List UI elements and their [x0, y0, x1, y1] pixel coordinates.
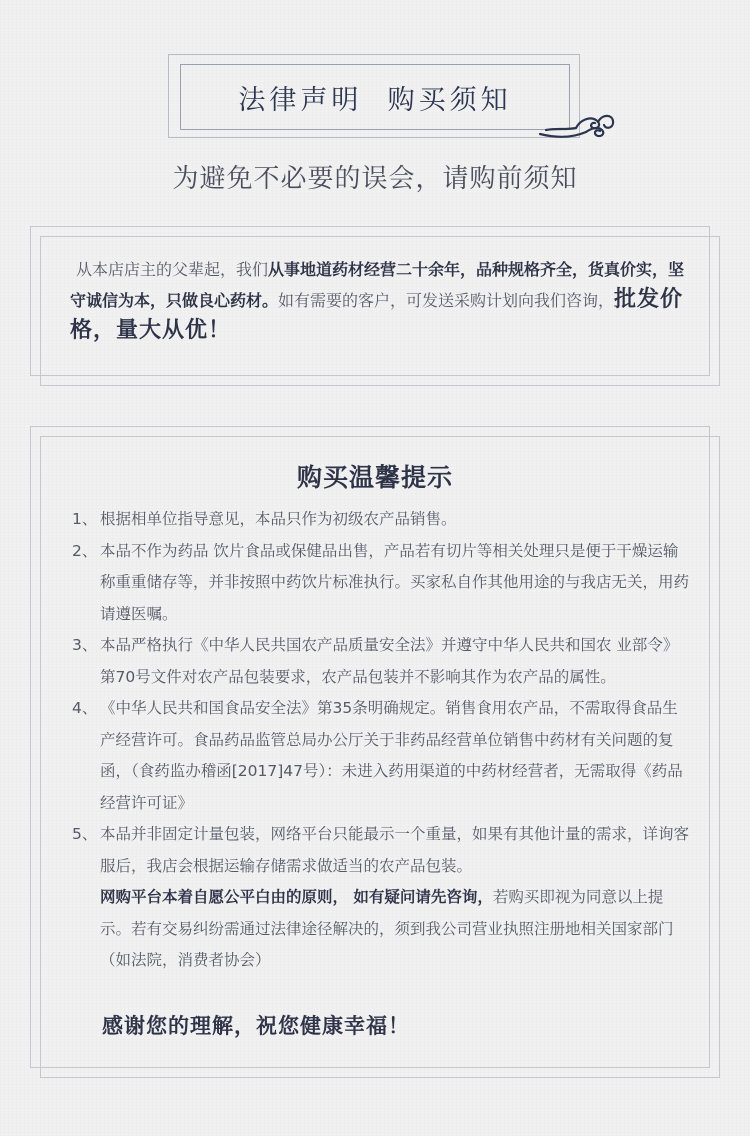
tip-number: 1、: [72, 510, 98, 528]
tip-text: 《中华人民共和国食品安全法》第35条明确规定。销售食用农产品，不需取得食品生产经营许可。食品药品监管总局办公厅关于非药品经营单位销售中药材有关问题的复函，（食药监办稽函[2017]47号）：未进入药用渠道的中药材经营者，无需取得《药品经营许可证》: [100, 699, 683, 812]
intro-highlight-text: 从事地道药材经营二十余年，品种规格齐全，货真价实，坚守诚信为本，只做良心药材。: [70, 260, 685, 310]
page-subtitle: 为避免不必要的误会，请购前须知: [172, 164, 578, 194]
tip-text: 本品不作为药品 饮片食品或保健品出售，产品若有切片等相关处理只是便于干燥运输称重重储存等，并非按照中药饮片标准执行。买家私自作其他用途的与我店无关，用药请遵医嘱。: [100, 541, 690, 623]
intro-lead-text: 从本店店主的父辈起，我们: [76, 260, 269, 279]
cloud-scroll-icon: [536, 108, 616, 142]
intro-contact-text: 如有需要的客户，可发送采购计划向我们咨询，: [278, 291, 615, 310]
thanks-text: 感谢您的理解，祝您健康幸福！: [102, 1014, 410, 1038]
intro-paragraph: [70, 255, 698, 347]
tip-notice-text: 若购买即视为同意以上提示。若有交易纠纷需通过法律途径解决的，须到我公司营业执照注册地相关国家部门（如法院，消费者协会）: [100, 888, 674, 969]
tip-number: 2、: [72, 541, 98, 560]
tip-item-4: [72, 693, 692, 819]
tip-number: 4、: [72, 699, 98, 717]
tip-item-2: [72, 536, 692, 631]
page-title: 法律声明 购买须知: [238, 84, 512, 116]
tip-text: 本品并非固定计量包装，网络平台只能最示一个重量，如果有其他计量的需求，详询客服后，我店会根据运输存储需求做适当的农产品包装。: [100, 825, 690, 875]
tip-notice: [72, 882, 692, 977]
tip-item-3: [72, 630, 692, 693]
tip-text: 本品严格执行《中华人民共国农产品质量安全法》并遵守中华人民共和国农 业部令》第70号文件对农产品包装要求，农产品包装并不影响其作为农产品的属性。: [100, 636, 679, 686]
tip-item-1: [72, 504, 692, 536]
tip-text: 根据相单位指导意见，本品只作为初级农产品销售。: [100, 510, 457, 528]
tips-list: [72, 504, 692, 977]
tip-item-5: [72, 819, 692, 882]
intro-wholesale-text: 批发价格，量大从优！: [70, 287, 684, 343]
tip-number: 5、: [72, 825, 98, 843]
tips-title: 购买温馨提示: [296, 463, 453, 492]
tip-number: 3、: [72, 636, 98, 654]
tip-notice-highlight: 网购平台本着自愿公平白由的原则， 如有疑问请先咨询，: [100, 888, 493, 906]
